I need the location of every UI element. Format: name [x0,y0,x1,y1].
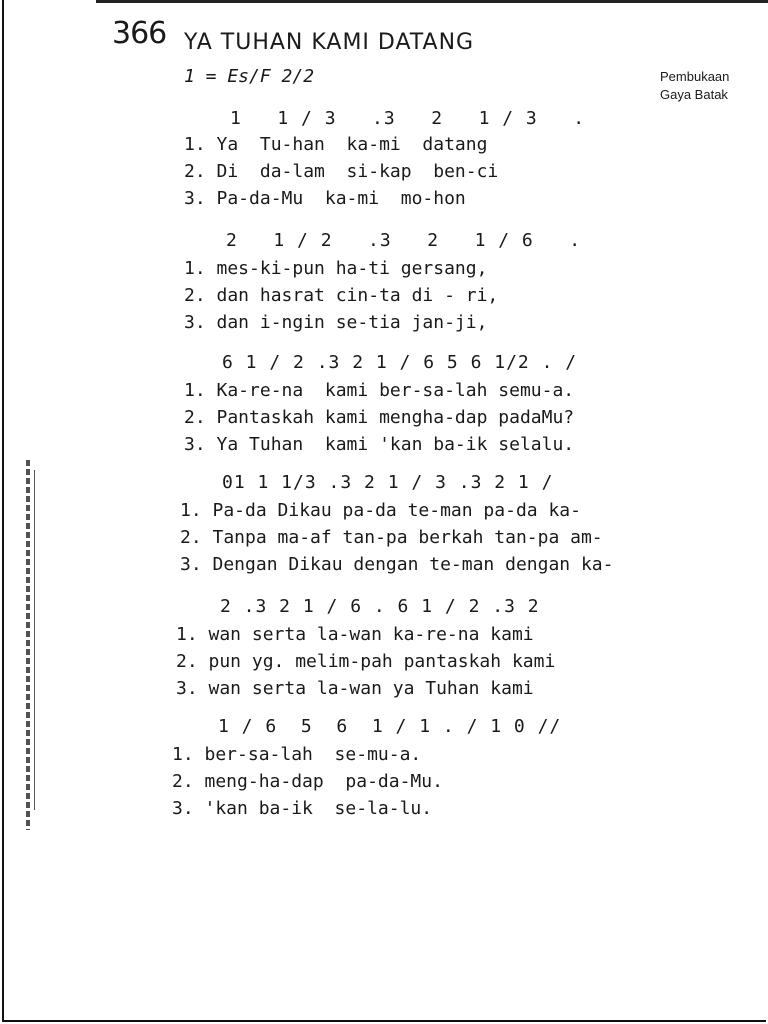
notation-line: 1 1 / 3 .3 2 1 / 3 . [230,108,586,129]
lyric-line: 1. Ka-re-na kami ber-sa-lah semu-a. [184,380,575,401]
top-border [96,0,768,3]
lyric-line: 3. Dengan Dikau dengan te-man dengan ka- [180,554,614,575]
lyric-line: 1. Pa-da Dikau pa-da te-man pa-da ka- [180,500,581,521]
scan-margin-line [34,470,35,810]
lyric-line: 3. Ya Tuhan kami 'kan ba-ik selalu. [184,434,575,455]
lyric-line: 1. mes-ki-pun ha-ti gersang, [184,258,488,279]
hymn-title: YA TUHAN KAMI DATANG [184,30,475,55]
lyric-line: 3. Pa-da-Mu ka-mi mo-hon [184,188,466,209]
lyric-line: 2. pun yg. melim-pah pantaskah kami [176,651,556,672]
style-note [660,68,729,104]
notation-line: 01 1 1/3 .3 2 1 / 3 .3 2 1 / [222,472,554,493]
lyric-line: 2. dan hasrat cin-ta di - ri, [184,285,499,306]
lyric-line: 2. Pantaskah kami mengha-dap padaMu? [184,407,575,428]
lyric-line: 1. ber-sa-lah se-mu-a. [172,744,422,765]
hymn-number: 366 [112,16,167,51]
notation-line: 1 / 6 5 6 1 / 1 . / 1 0 // [218,716,562,737]
lyric-line: 2. Di da-lam si-kap ben-ci [184,161,499,182]
lyric-line: 1. Ya Tu-han ka-mi datang [184,134,488,155]
key-signature: 1 = Es/F 2/2 [184,66,315,87]
notation-line: 6 1 / 2 .3 2 1 / 6 5 6 1/2 . / [222,352,578,373]
lyric-line: 1. wan serta la-wan ka-re-na kami [176,624,534,645]
lyric-line: 3. 'kan ba-ik se-la-lu. [172,798,433,819]
notation-line: 2 .3 2 1 / 6 . 6 1 / 2 .3 2 [220,596,540,617]
notation-line: 2 1 / 2 .3 2 1 / 6 . [226,230,582,251]
lyric-line: 2. Tanpa ma-af tan-pa berkah tan-pa am- [180,527,603,548]
style-note-line: Gaya Batak [660,87,728,102]
lyric-line: 3. wan serta la-wan ya Tuhan kami [176,678,534,699]
scan-margin-mark [26,460,30,830]
lyric-line: 3. dan i-ngin se-tia jan-ji, [184,312,488,333]
lyric-line: 2. meng-ha-dap pa-da-Mu. [172,771,443,792]
style-note-line: Pembukaan [660,69,730,84]
